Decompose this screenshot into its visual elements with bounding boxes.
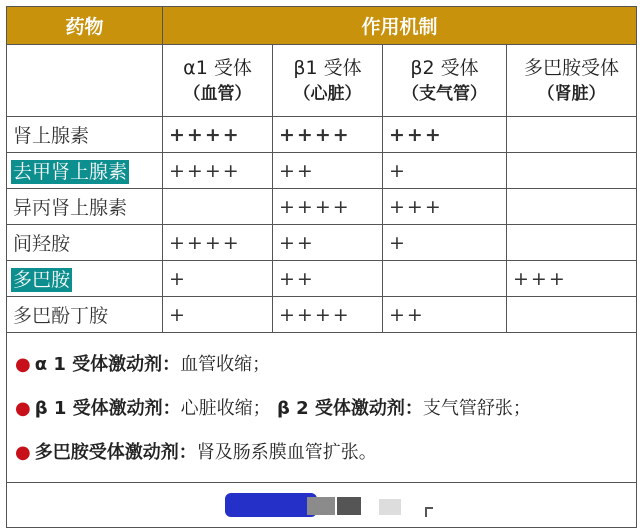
note-effect: 血管收缩； bbox=[180, 354, 271, 375]
note-line bbox=[15, 431, 628, 475]
bullet-dot-icon: ● bbox=[15, 354, 31, 375]
note-term: α 1 受体激动剂： bbox=[34, 354, 181, 375]
note-term: 多巴胺受体激动剂： bbox=[34, 442, 197, 463]
header-drug: 药物 bbox=[7, 7, 163, 45]
table-row bbox=[7, 189, 637, 225]
table-row bbox=[7, 297, 637, 333]
footer-watermark bbox=[7, 483, 637, 528]
b1-activity: ++++ bbox=[273, 297, 383, 333]
table-row bbox=[7, 153, 637, 189]
dopamine-activity bbox=[507, 225, 637, 261]
drug-name: 间羟胺 bbox=[7, 225, 163, 261]
notes-section bbox=[7, 333, 637, 483]
b1-activity: ++++ bbox=[273, 189, 383, 225]
drug-name: 去甲肾上腺素 bbox=[7, 153, 163, 189]
watermark-logo bbox=[225, 493, 317, 517]
note-effect: 肾及肠系膜血管扩张。 bbox=[196, 442, 377, 463]
receptor-dopamine: 多巴胺受体 （肾脏） bbox=[507, 45, 637, 117]
table-row bbox=[7, 225, 637, 261]
drug-name: 多巴胺 bbox=[7, 261, 163, 297]
b2-activity: +++ bbox=[383, 189, 507, 225]
note-term: β 1 受体激动剂： bbox=[34, 398, 181, 419]
receptor-a1: α1 受体 （血管） bbox=[163, 45, 273, 117]
note-line bbox=[15, 387, 628, 431]
a1-activity: + bbox=[163, 297, 273, 333]
b2-activity: + bbox=[383, 225, 507, 261]
b1-activity: ++ bbox=[273, 261, 383, 297]
b1-activity: ++ bbox=[273, 153, 383, 189]
note-effect: 支气管舒张； bbox=[422, 398, 531, 419]
dopamine-activity bbox=[507, 189, 637, 225]
watermark-block bbox=[307, 497, 335, 515]
a1-activity: + bbox=[163, 261, 273, 297]
receptor-b1: β1 受体 （心脏） bbox=[273, 45, 383, 117]
a1-activity: ++++ bbox=[163, 225, 273, 261]
a1-activity: ++++ bbox=[163, 117, 273, 153]
watermark-block bbox=[379, 499, 401, 515]
note-effect: 心脏收缩； bbox=[180, 398, 271, 419]
b2-activity: + bbox=[383, 153, 507, 189]
mechanism-table bbox=[6, 6, 637, 528]
b2-activity: ++ bbox=[383, 297, 507, 333]
b1-activity: ++ bbox=[273, 225, 383, 261]
dopamine-activity bbox=[507, 153, 637, 189]
a1-activity bbox=[163, 189, 273, 225]
dopamine-activity: +++ bbox=[507, 261, 637, 297]
dopamine-activity bbox=[507, 117, 637, 153]
drug-name: 多巴酚丁胺 bbox=[7, 297, 163, 333]
blank-cell bbox=[7, 45, 163, 117]
bullet-dot-icon: ● bbox=[15, 442, 31, 463]
receptor-b2: β2 受体 （支气管） bbox=[383, 45, 507, 117]
watermark-mark bbox=[425, 507, 433, 517]
b2-activity bbox=[383, 261, 507, 297]
a1-activity: ++++ bbox=[163, 153, 273, 189]
dopamine-activity bbox=[507, 297, 637, 333]
table-row bbox=[7, 117, 637, 153]
bullet-dot-icon: ● bbox=[15, 398, 31, 419]
table-row bbox=[7, 261, 637, 297]
header-mechanism: 作用机制 bbox=[163, 7, 637, 45]
b1-activity: ++++ bbox=[273, 117, 383, 153]
drug-name: 肾上腺素 bbox=[7, 117, 163, 153]
drug-name: 异丙肾上腺素 bbox=[7, 189, 163, 225]
note-term: β 2 受体激动剂： bbox=[270, 398, 423, 419]
note-line bbox=[15, 343, 628, 387]
b2-activity: +++ bbox=[383, 117, 507, 153]
watermark-block bbox=[337, 497, 361, 515]
